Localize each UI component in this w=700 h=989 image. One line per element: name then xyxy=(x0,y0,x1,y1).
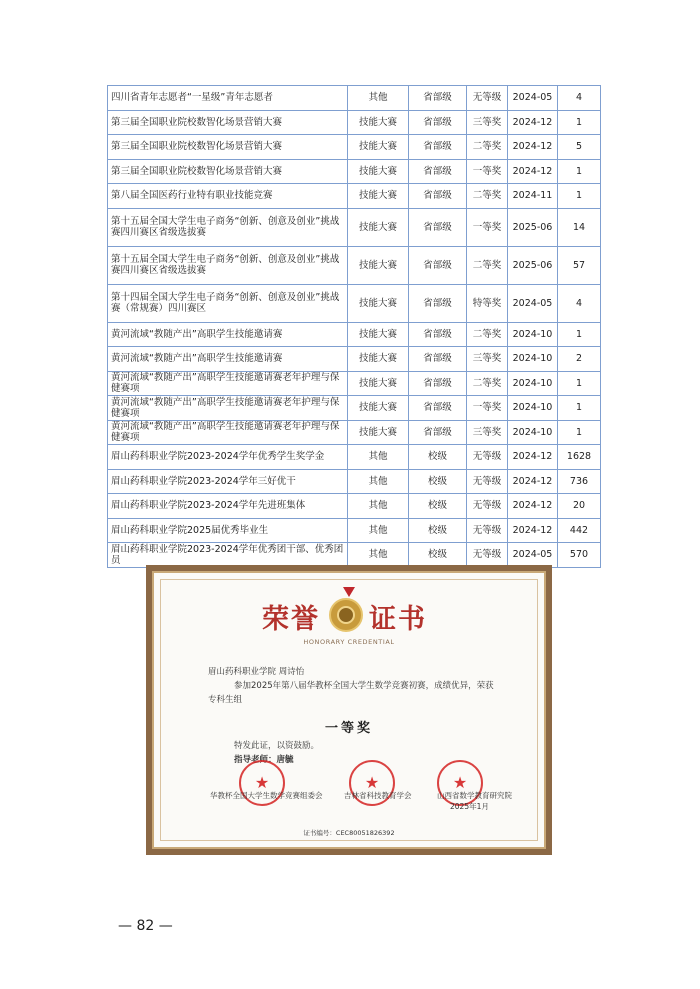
table-row: 黄河流域“教随产出”高职学生技能邀请赛 技能大赛 省部级 二等奖 2024-10 1 xyxy=(108,322,601,347)
table-row: 第三届全国职业院校数智化场景营销大赛 技能大赛 省部级 一等奖 2024-12 1 xyxy=(108,159,601,184)
awards-table xyxy=(107,85,601,568)
table-row: 眉山药科职业学院2023-2024学年先进班集体 其他 校级 无等级 2024-12 20 xyxy=(108,494,601,519)
certificate-issuer: 华教杯全国大学生数学竞赛组委会 xyxy=(210,791,323,800)
certificate-recipient: 眉山药科职业学院 周诗怡 xyxy=(208,667,305,677)
table-row: 第十五届全国大学生电子商务“创新、创意及创业”挑战赛四川赛区省级选拔赛 技能大赛 省部级 一等奖 2025-06 14 xyxy=(108,208,601,246)
table-row: 眉山药科职业学院2025届优秀毕业生 其他 校级 无等级 2024-12 442 xyxy=(108,518,601,543)
certificate-body-line2: 专科生组 xyxy=(208,695,243,705)
certificate-number: 证书编号：CEC80051826392 xyxy=(303,829,395,837)
certificate-subtitle: HONORARY CREDENTIAL xyxy=(303,638,395,646)
table-row: 第三届全国职业院校数智化场景营销大赛 技能大赛 省部级 三等奖 2024-12 1 xyxy=(108,110,601,135)
table-row: 四川省青年志愿者“一星级”青年志愿者 其他 省部级 无等级 2024-05 4 xyxy=(108,86,601,111)
certificate-title-left: 荣誉 xyxy=(262,604,320,635)
table-row: 黄河流域“教随产出”高职学生技能邀请赛老年护理与保健赛项 技能大赛 省部级 一等奖 2024-10 1 xyxy=(108,396,601,421)
certificate-grade: 一等奖 xyxy=(324,721,373,736)
table-row: 第十五届全国大学生电子商务“创新、创意及创业”挑战赛四川赛区省级选拔赛 技能大赛 省部级 二等奖 2025-06 57 xyxy=(108,246,601,284)
certificate-image xyxy=(146,565,552,855)
table-row: 黄河流域“教随产出”高职学生技能邀请赛老年护理与保健赛项 技能大赛 省部级 二等奖 2024-10 1 xyxy=(108,371,601,396)
certificate-issuer: 吉林省科技教育学会 xyxy=(344,791,412,800)
table-row: 第十四届全国大学生电子商务“创新、创意及创业”挑战赛（常规赛）四川赛区 技能大赛 省部级 特等奖 2024-05 4 xyxy=(108,284,601,322)
table-row: 黄河流域“教随产出”高职学生技能邀请赛老年护理与保健赛项 技能大赛 省部级 三等奖 2024-10 1 xyxy=(108,420,601,445)
page-number: — 82 — xyxy=(118,918,173,934)
table-row: 眉山药科职业学院2023-2024学年三好优干 其他 校级 无等级 2024-12 736 xyxy=(108,469,601,494)
certificate-issuer: 山西省数学教育研究院 xyxy=(437,791,512,800)
seal-icon: ★ xyxy=(239,760,285,806)
table-row: 眉山药科职业学院2023-2024学年优秀学生奖学金 其他 校级 无等级 2024-12 1628 xyxy=(108,445,601,470)
certificate-advisor: 指导老师：唐毓 xyxy=(234,755,294,765)
table-row: 第八届全国医药行业特有职业技能竞赛 技能大赛 省部级 二等奖 2024-11 1 xyxy=(108,184,601,209)
certificate-body-line1: 参加2025年第八届华教杯全国大学生数学竞赛初赛，成绩优异，荣获 xyxy=(234,681,494,691)
table-row: 黄河流域“教随产出”高职学生技能邀请赛 技能大赛 省部级 三等奖 2024-10 2 xyxy=(108,347,601,372)
certificate-note: 特发此证，以资鼓励。 xyxy=(234,741,320,751)
certificate-paper xyxy=(152,571,546,849)
certificate-date: 2025年1月 xyxy=(450,802,489,811)
seal-icon: ★ xyxy=(349,760,395,806)
medal-ribbon-icon xyxy=(343,587,355,597)
certificate-title-right: 证书 xyxy=(369,604,427,635)
table-row: 第三届全国职业院校数智化场景营销大赛 技能大赛 省部级 二等奖 2024-12 5 xyxy=(108,135,601,160)
seal-icon: ★ xyxy=(437,760,483,806)
table-row: 眉山药科职业学院2023-2024学年优秀团干部、优秀团员 其他 校级 无等级 2024-05 570 xyxy=(108,543,601,568)
medal-icon xyxy=(329,598,363,632)
